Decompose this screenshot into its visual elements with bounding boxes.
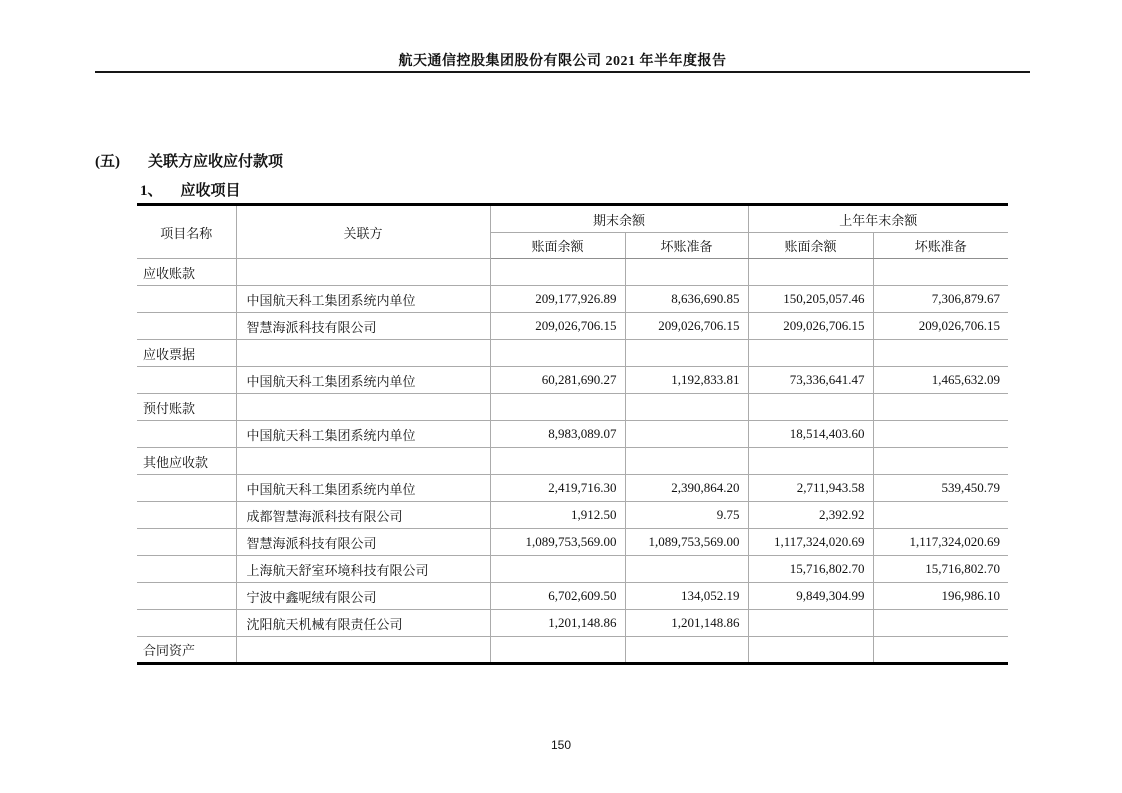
ending-baddebt-cell [625,394,748,421]
ending-baddebt-cell: 2,390,864.20 [625,475,748,502]
table-header-row-1 [137,205,1008,233]
subsection-heading [140,179,241,200]
table-row [137,556,1008,583]
ending-book-cell: 8,983,089.07 [490,421,625,448]
prior-book-cell [748,340,873,367]
prior-baddebt-cell: 15,716,802.70 [873,556,1008,583]
ending-book-cell [490,556,625,583]
table-row [137,637,1008,664]
prior-book-cell [748,259,873,286]
prior-book-cell: 2,392.92 [748,502,873,529]
party-cell [236,259,490,286]
item-cell [137,421,236,448]
header-item-name: 项目名称 [137,205,236,259]
subsection-title: 应收项目 [180,183,241,199]
prior-book-cell: 2,711,943.58 [748,475,873,502]
ending-book-cell [490,259,625,286]
prior-book-cell: 1,117,324,020.69 [748,529,873,556]
prior-baddebt-cell: 196,986.10 [873,583,1008,610]
prior-baddebt-cell: 7,306,879.67 [873,286,1008,313]
prior-baddebt-cell: 1,117,324,020.69 [873,529,1008,556]
table-row [137,313,1008,340]
ending-book-cell [490,448,625,475]
prior-book-cell [748,637,873,664]
section-number: (五) [95,154,120,170]
header-prior-book-balance: 账面余额 [748,233,873,259]
table-row [137,286,1008,313]
party-cell [236,340,490,367]
table-row [137,448,1008,475]
ending-book-cell: 6,702,609.50 [490,583,625,610]
header-prior-year-end-balance: 上年年末余额 [748,205,1008,233]
header-related-party: 关联方 [236,205,490,259]
item-cell: 应收账款 [137,259,236,286]
ending-baddebt-cell: 209,026,706.15 [625,313,748,340]
ending-baddebt-cell: 1,201,148.86 [625,610,748,637]
party-cell: 上海航天舒室环境科技有限公司 [236,556,490,583]
header-prior-bad-debt: 坏账准备 [873,233,1008,259]
item-cell [137,475,236,502]
prior-baddebt-cell [873,340,1008,367]
ending-baddebt-cell [625,448,748,475]
prior-baddebt-cell [873,637,1008,664]
prior-baddebt-cell [873,421,1008,448]
ending-baddebt-cell [625,421,748,448]
table-header [137,205,1008,259]
table-row [137,394,1008,421]
table-row [137,367,1008,394]
item-cell [137,610,236,637]
page-number: 150 [550,738,572,752]
prior-book-cell [748,448,873,475]
ending-book-cell [490,340,625,367]
ending-baddebt-cell: 1,192,833.81 [625,367,748,394]
item-cell: 预付账款 [137,394,236,421]
table-row [137,610,1008,637]
header-ending-book-balance: 账面余额 [490,233,625,259]
ending-baddebt-cell: 9.75 [625,502,748,529]
item-cell: 应收票据 [137,340,236,367]
prior-baddebt-cell [873,259,1008,286]
table-row [137,502,1008,529]
prior-book-cell: 209,026,706.15 [748,313,873,340]
table-row [137,340,1008,367]
table-body [137,259,1008,664]
party-cell: 智慧海派科技有限公司 [236,313,490,340]
ending-baddebt-cell [625,637,748,664]
party-cell: 中国航天科工集团系统内单位 [236,286,490,313]
prior-baddebt-cell [873,394,1008,421]
prior-book-cell: 150,205,057.46 [748,286,873,313]
item-cell [137,286,236,313]
page-header-title: 航天通信控股集团股份有限公司 2021 年半年度报告 [398,54,727,69]
ending-book-cell: 2,419,716.30 [490,475,625,502]
table-row [137,583,1008,610]
ending-baddebt-cell [625,556,748,583]
ending-book-cell [490,394,625,421]
prior-baddebt-cell: 209,026,706.15 [873,313,1008,340]
party-cell: 宁波中鑫呢绒有限公司 [236,583,490,610]
subsection-number: 1、 [140,183,163,199]
prior-book-cell: 73,336,641.47 [748,367,873,394]
prior-book-cell: 9,849,304.99 [748,583,873,610]
prior-baddebt-cell [873,502,1008,529]
prior-book-cell [748,394,873,421]
prior-baddebt-cell [873,448,1008,475]
ending-book-cell: 1,089,753,569.00 [490,529,625,556]
prior-baddebt-cell: 539,450.79 [873,475,1008,502]
ending-baddebt-cell [625,340,748,367]
ending-baddebt-cell: 134,052.19 [625,583,748,610]
prior-book-cell: 18,514,403.60 [748,421,873,448]
prior-baddebt-cell [873,610,1008,637]
header-ending-balance: 期末余额 [490,205,748,233]
item-cell [137,502,236,529]
party-cell: 智慧海派科技有限公司 [236,529,490,556]
ending-book-cell: 209,026,706.15 [490,313,625,340]
party-cell [236,394,490,421]
header-ending-bad-debt: 坏账准备 [625,233,748,259]
party-cell [236,637,490,664]
prior-baddebt-cell: 1,465,632.09 [873,367,1008,394]
item-cell [137,529,236,556]
ending-book-cell: 60,281,690.27 [490,367,625,394]
party-cell: 沈阳航天机械有限责任公司 [236,610,490,637]
ending-book-cell: 1,912.50 [490,502,625,529]
table-row [137,475,1008,502]
prior-book-cell [748,610,873,637]
table-row [137,421,1008,448]
ending-book-cell: 1,201,148.86 [490,610,625,637]
ending-book-cell: 209,177,926.89 [490,286,625,313]
item-cell [137,313,236,340]
party-cell: 中国航天科工集团系统内单位 [236,367,490,394]
prior-book-cell: 15,716,802.70 [748,556,873,583]
section-heading [95,150,283,171]
table-row [137,529,1008,556]
item-cell: 其他应收款 [137,448,236,475]
ending-baddebt-cell: 8,636,690.85 [625,286,748,313]
item-cell [137,556,236,583]
receivables-table [137,203,1008,665]
party-cell: 中国航天科工集团系统内单位 [236,421,490,448]
page-header-rule [95,71,1030,73]
section-title: 关联方应收应付款项 [148,154,284,170]
table-row [137,259,1008,286]
ending-baddebt-cell: 1,089,753,569.00 [625,529,748,556]
item-cell [137,367,236,394]
ending-baddebt-cell [625,259,748,286]
ending-book-cell [490,637,625,664]
party-cell [236,448,490,475]
party-cell: 成都智慧海派科技有限公司 [236,502,490,529]
party-cell: 中国航天科工集团系统内单位 [236,475,490,502]
item-cell [137,583,236,610]
item-cell: 合同资产 [137,637,236,664]
